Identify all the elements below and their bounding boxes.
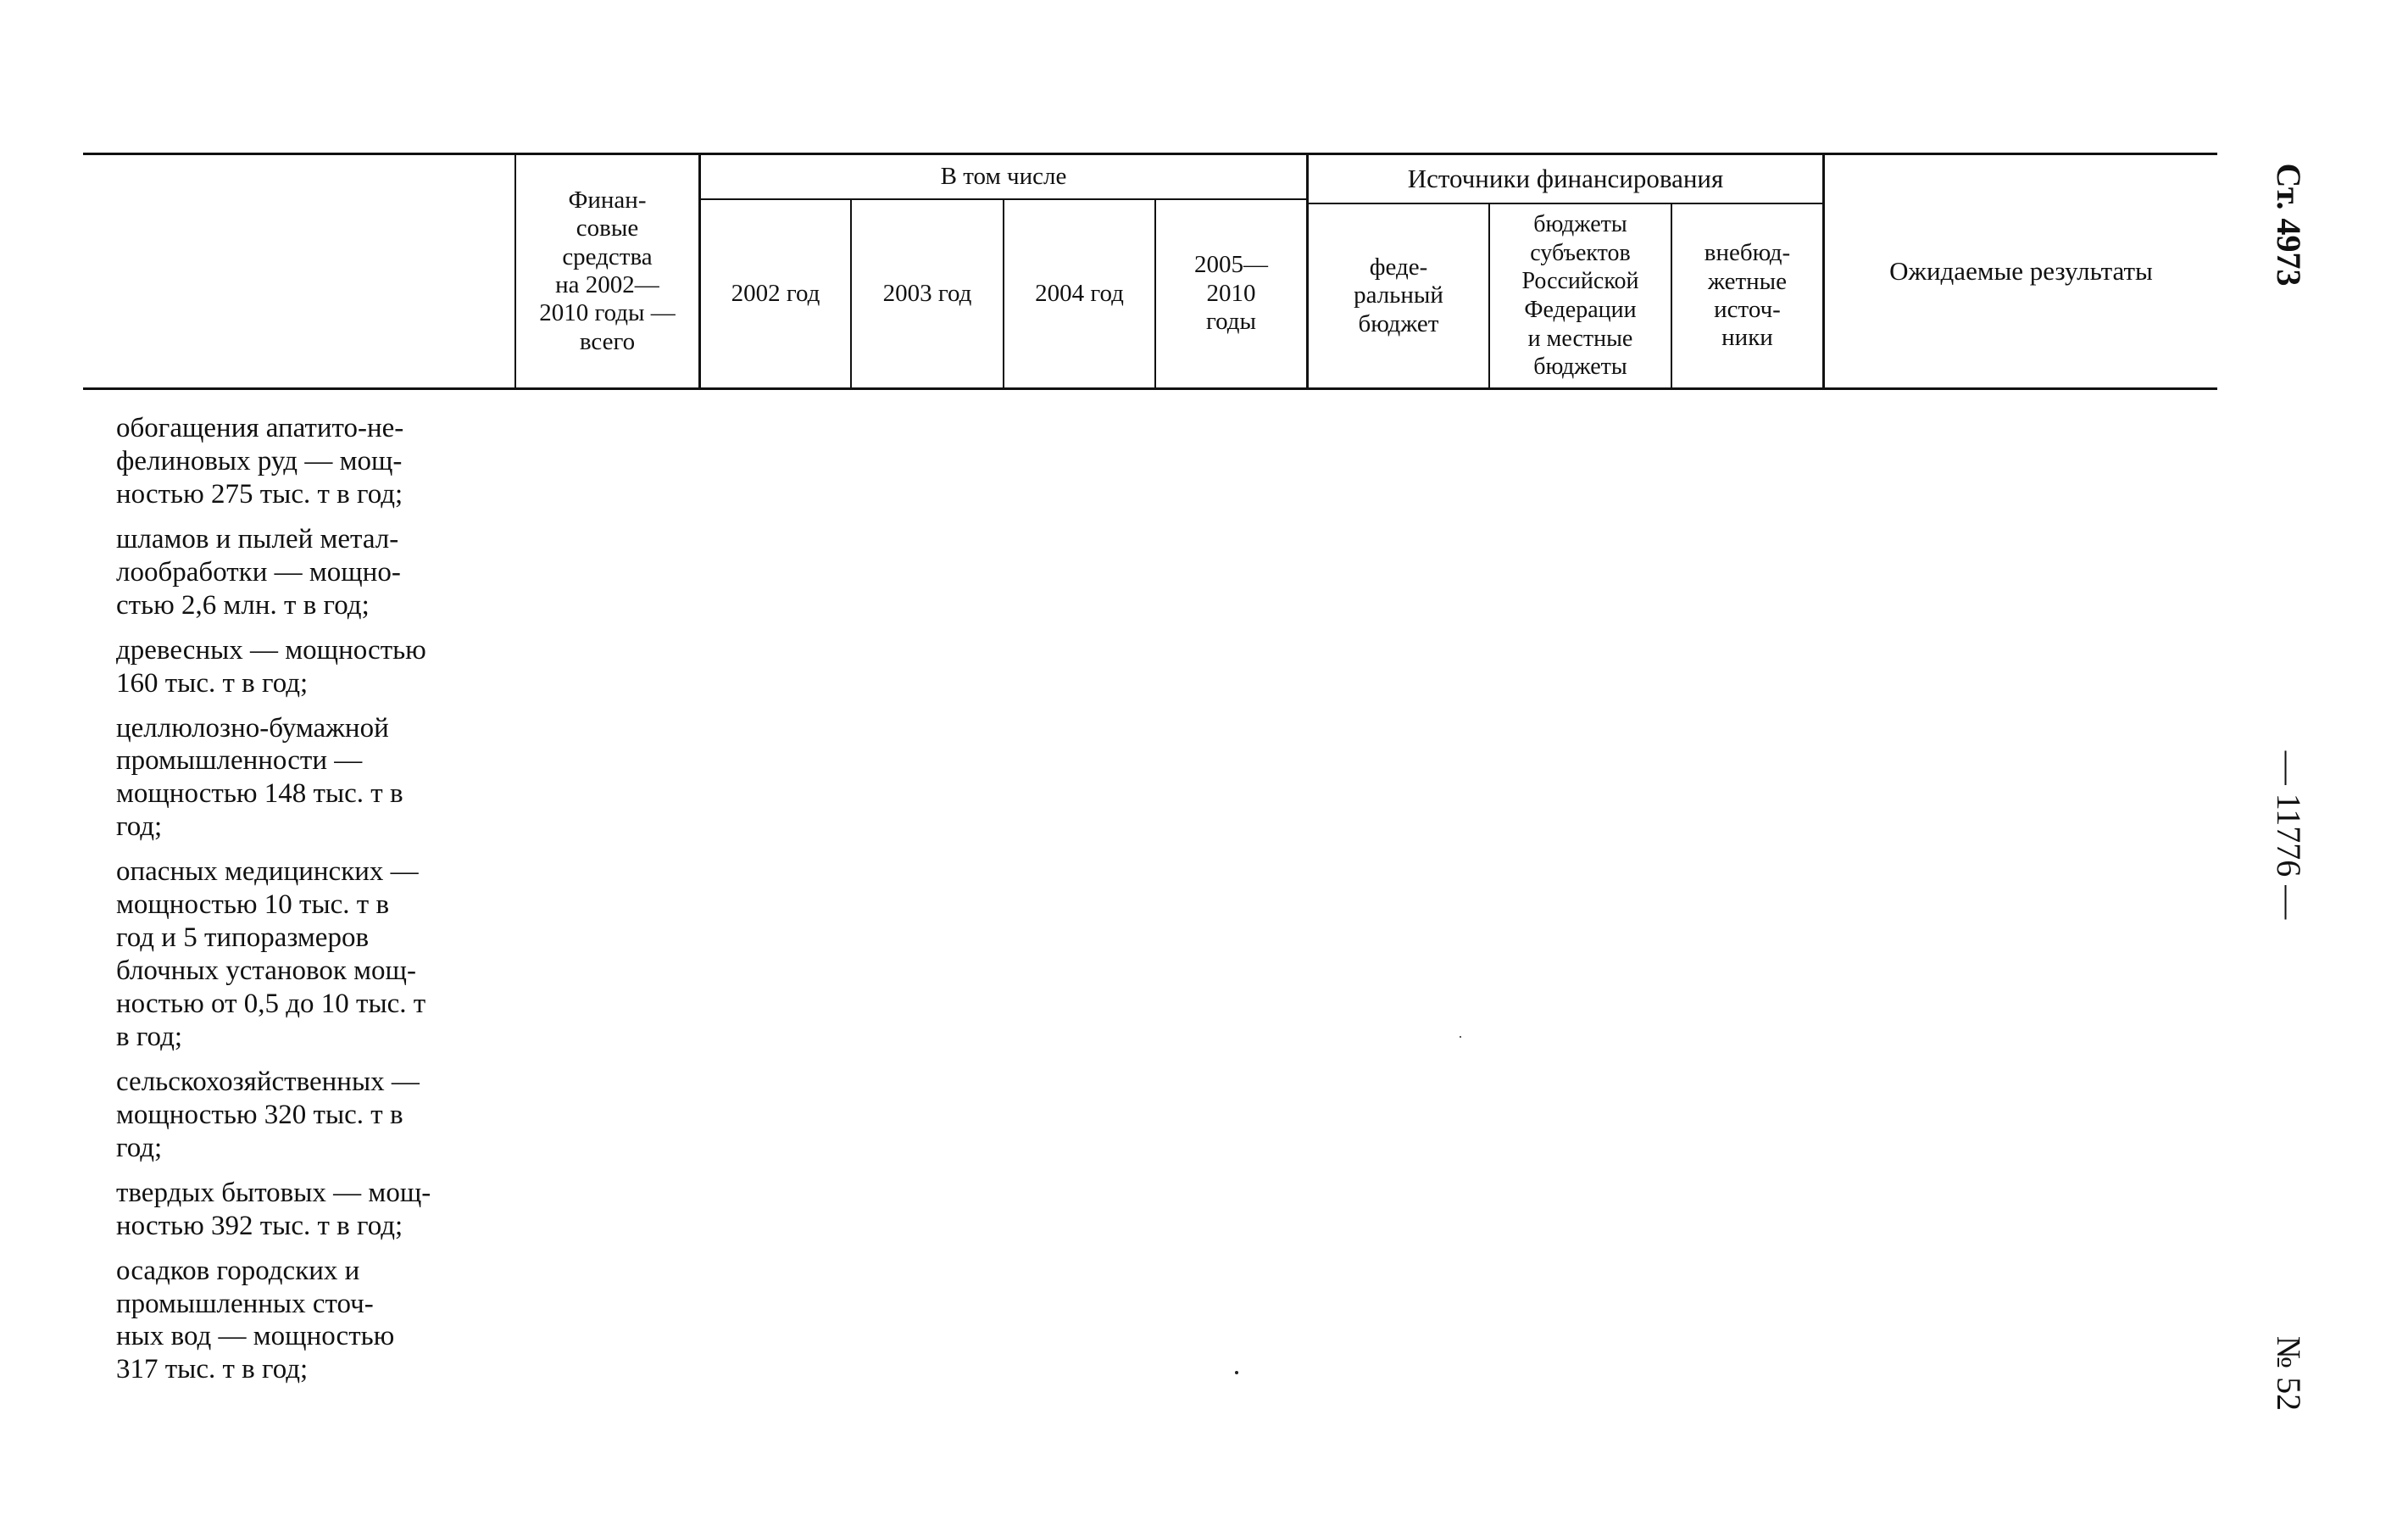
page-reference: Ст. 4973 (2270, 163, 2308, 287)
body-paragraph: целлюлозно-бумажной промышленности — мощностью 148 тыс. т в год; (116, 712, 403, 843)
header-year-2002: 2002 год (731, 279, 820, 307)
header-source-federal: феде- ральный бюджет (1354, 253, 1443, 337)
header-sources-group: Источники финансирования (1407, 164, 1724, 194)
header-year-2004: 2004 год (1035, 279, 1124, 307)
header-year-2005-2010: 2005— 2010 годы (1194, 251, 1268, 336)
body-paragraph: осадков городских и промышленных сточ- ных вод — мощностью 317 тыс. т в год; (116, 1255, 395, 1385)
header-expected-results: Ожидаемые результаты (1889, 256, 2153, 287)
header-year-2003: 2003 год (882, 279, 972, 307)
header-source-extrabudget: внебюд- жетные источ- ники (1704, 239, 1791, 352)
body-paragraph: твердых бытовых — мощ- ностью 392 тыс. т в год; (116, 1177, 431, 1241)
table-header-bottom-rule (83, 387, 2217, 390)
body-text-column (116, 412, 487, 1398)
header-including-group: В том числе (940, 162, 1067, 190)
body-paragraph: древесных — мощностью 160 тыс. т в год; (116, 634, 426, 699)
body-paragraph: обогащения апатито-не- фелиновых руд — мощ- ностью 275 тыс. т в год; (116, 413, 404, 510)
body-paragraph: сельскохозяйственных — мощностью 320 тыс. т в год; (116, 1066, 420, 1163)
body-paragraph: шламов и пылей метал- лообработки — мощно- стью 2,6 млн. т в год; (116, 523, 401, 621)
scan-speck (1235, 1371, 1238, 1374)
document-number: — 11776 — (2270, 750, 2308, 920)
body-paragraph: опасных медицинских — мощностью 10 тыс. т в год и 5 типоразмеров блочных установок мощ- ностью от 0,5 до 10 тыс. т в год; (116, 856, 426, 1052)
issue-number: № 52 (2270, 1335, 2308, 1412)
header-total-funds: Финан- совые средства на 2002— 2010 годы — всего (539, 186, 676, 355)
scan-speck (1460, 1036, 1461, 1038)
header-source-regional: бюджеты субъектов Российской Федерации и местные бюджеты (1521, 211, 1639, 381)
